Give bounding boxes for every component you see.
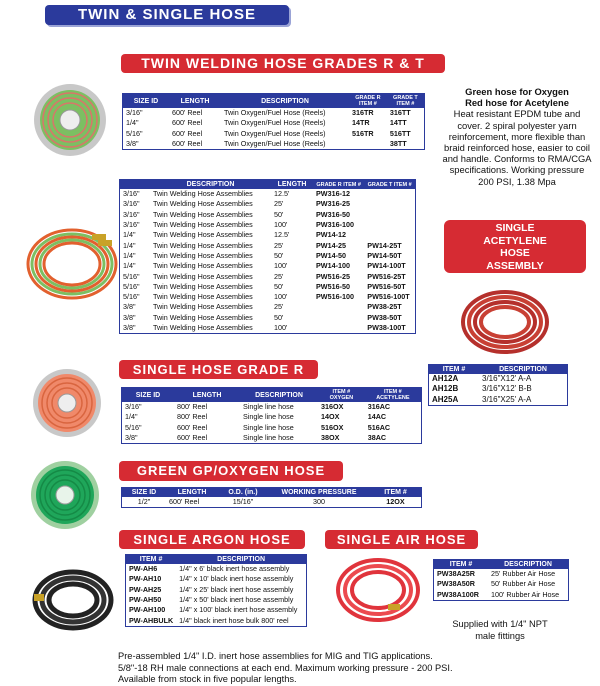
cell-grade-r [313, 313, 364, 323]
argon-hose-note-line: 5/8"-18 RH male connections at each end. Maximum working pressure - 200 PSI. [118, 662, 453, 673]
table-row [123, 118, 424, 128]
argon-hose-note-line: Available from stock in five popular lengths. [118, 674, 297, 684]
cell-acetylene-item: 316AC [367, 402, 391, 412]
cell-description: Twin Welding Hose Assemblies [153, 271, 253, 281]
cell-size: 1/2" [137, 497, 151, 507]
cell-length: 600' Reel [169, 497, 200, 507]
acetylene-banner-line: SINGLE [495, 222, 535, 234]
column-header: DESCRIPTION [150, 180, 271, 189]
cell-item: AH12A [432, 374, 459, 384]
cell-size: 3/16" [125, 402, 142, 412]
twin-hose-spool-icon [30, 80, 110, 160]
cell-size: 1/4" [126, 118, 139, 128]
table-row [120, 220, 415, 230]
table-row [120, 302, 415, 312]
cell-length: 800' Reel [177, 402, 208, 412]
column-header [120, 180, 150, 189]
cell-description: Twin Welding Hose Assemblies [153, 240, 253, 250]
column-header: GRADE R ITEM # [313, 180, 364, 189]
column-header: DESCRIPTION [479, 365, 567, 374]
column-header: GRADE R ITEM # [349, 94, 387, 108]
cell-description: Twin Welding Hose Assemblies [153, 250, 253, 260]
cell-grade-t [364, 199, 415, 209]
cell-length: 800' Reel [177, 412, 208, 422]
cell-grade-t [364, 220, 415, 230]
cell-length: 12.5' [274, 189, 290, 199]
cell-size: 3/8" [123, 323, 136, 332]
twin-hose-coil-icon [22, 220, 122, 305]
cell-item: PW-AH50 [129, 595, 162, 605]
cell-grade-r: PW14-50 [316, 250, 346, 260]
cell-length: 600' Reel [172, 118, 203, 128]
table-header-row [429, 365, 567, 374]
cell-length: 12.5' [274, 230, 290, 240]
single-hose-grade-r-table [121, 387, 422, 444]
column-header: LENGTH [166, 488, 218, 497]
table-header-row [122, 488, 421, 497]
cell-length: 600' Reel [177, 433, 208, 443]
cell-size: 3/16" [126, 108, 143, 118]
cell-description: Twin Oxygen/Fuel Hose (Reels) [224, 108, 326, 118]
acetylene-banner-line: ACETYLENE [483, 234, 547, 247]
cell-grade-r [313, 302, 364, 312]
cell-length: 100' [274, 323, 288, 332]
twin-reel-table [122, 93, 425, 150]
cell-description: Single line hose [243, 412, 294, 422]
cell-size: 3/8" [123, 302, 136, 312]
cell-grade-t [364, 210, 415, 220]
column-header: GRADE T ITEM # [364, 180, 415, 189]
hose-description-block [442, 86, 592, 187]
cell-length: 600' Reel [172, 128, 203, 138]
table-row [126, 595, 306, 605]
twin-grades-banner: TWIN WELDING HOSE GRADES R & T [121, 54, 445, 73]
cell-description: Twin Welding Hose Assemblies [153, 230, 253, 240]
cell-grade-r: PW14-25 [316, 240, 346, 250]
table-row [122, 412, 421, 422]
red-hose-spool-icon [30, 365, 105, 440]
cell-length: 600' Reel [172, 139, 203, 149]
cell-acetylene-item: 38AC [367, 433, 387, 443]
cell-oxygen-item: 316OX [321, 402, 344, 412]
cell-description: 3/16"X25' A-A [482, 394, 532, 404]
cell-size: 1/4" [123, 261, 136, 271]
cell-grade-t: 516TT [389, 128, 411, 138]
column-header: GRADE T ITEM # [387, 94, 424, 108]
cell-size: 3/16" [123, 220, 140, 230]
table-row [120, 323, 415, 333]
column-header: DESCRIPTION [488, 560, 568, 569]
single-air-hose-banner: SINGLE AIR HOSE [325, 530, 478, 549]
cell-grade-t: PW38-50T [367, 312, 402, 322]
air-hose-note [433, 619, 567, 642]
green-hose-spool-icon [28, 457, 103, 532]
column-header: DESCRIPTION [176, 555, 306, 564]
table-row [120, 199, 415, 209]
column-header: ITEM # ACETYLENE [365, 388, 421, 402]
table-row [126, 585, 306, 595]
cell-size: 1/4" [125, 412, 138, 422]
table-row [120, 240, 415, 250]
cell-grade-r: PW14-12 [316, 230, 346, 240]
red-air-hose-coil-icon [330, 552, 425, 627]
cell-description: Twin Welding Hose Assemblies [153, 261, 253, 271]
table-header-row [123, 94, 424, 108]
cell-grade-t: 14TT [389, 118, 407, 128]
cell-grade-t: PW38-100T [367, 323, 406, 332]
table-row [122, 497, 421, 507]
cell-grade-r: PW316-50 [316, 209, 350, 219]
cell-grade-r: PW516-50 [316, 281, 350, 291]
cell-size: 5/16" [125, 422, 142, 432]
table-row [122, 423, 421, 433]
cell-item: PW38A50R [437, 579, 475, 589]
cell-length: 50' [274, 312, 284, 322]
cell-description: Single line hose [243, 402, 294, 412]
cell-grade-t: PW516-100T [367, 292, 410, 302]
cell-description: Single line hose [243, 422, 294, 432]
cell-description: Twin Welding Hose Assemblies [153, 220, 253, 230]
single-argon-hose-banner: SINGLE ARGON HOSE [119, 530, 305, 549]
cell-description: Twin Welding Hose Assemblies [153, 302, 253, 312]
cell-grade-t [364, 189, 415, 199]
cell-grade-r: PW316-100 [316, 220, 354, 230]
cell-size: 3/8" [123, 312, 136, 322]
cell-size: 3/16" [123, 209, 140, 219]
acetylene-table [428, 364, 568, 406]
air-hose-note-line: Supplied with 1/4" NPT [452, 619, 548, 629]
cell-description: 3/16"X12' B-B [482, 384, 532, 394]
cell-size: 1/4" [123, 230, 136, 240]
cell-acetylene-item: 516AC [367, 422, 391, 432]
cell-description: Twin Oxygen/Fuel Hose (Reels) [224, 118, 326, 128]
oxygen-hose-note: Green hose for Oxygen [465, 86, 569, 97]
cell-length: 25' [274, 199, 284, 209]
cell-length: 50' [274, 250, 284, 260]
table-row [120, 230, 415, 240]
column-header: LENGTH [271, 180, 313, 189]
cell-description: 1/4" x 25' black inert hose assembly [179, 584, 294, 594]
cell-length: 50' [274, 281, 284, 291]
cell-description: Twin Welding Hose Assemblies [153, 281, 253, 291]
cell-item: PW-AH10 [129, 574, 162, 584]
cell-item: PW38A100R [437, 589, 479, 599]
cell-length: 25' [274, 302, 284, 312]
argon-hose-note-line: Pre-assembled 1/4" I.D. inert hose assemblies for MIG and TIG applications. [118, 651, 433, 661]
green-oxygen-hose-table [121, 487, 422, 508]
cell-length: 25' [274, 271, 284, 281]
cell-grade-t: 38TT [389, 139, 407, 149]
cell-grade-r [313, 323, 364, 333]
cell-grade-r: 14TR [352, 118, 370, 128]
cell-grade-t: PW14-50T [367, 250, 402, 260]
table-row [126, 615, 306, 625]
table-row [429, 384, 567, 394]
argon-hose-note [118, 651, 498, 686]
table-header-row [120, 180, 415, 189]
black-hose-coil-icon [28, 560, 118, 635]
table-row [126, 564, 306, 574]
green-oxygen-hose-banner: GREEN GP/OXYGEN HOSE [119, 461, 343, 481]
cell-description: Twin Welding Hose Assemblies [153, 323, 253, 332]
column-header: WORKING PRESSURE [268, 488, 370, 497]
page-title: TWIN & SINGLE HOSE [45, 5, 289, 25]
cell-length: 100' [274, 220, 288, 230]
table-row [434, 590, 568, 600]
cell-grade-r [349, 139, 387, 149]
table-row [120, 261, 415, 271]
cell-description: Twin Welding Hose Assemblies [153, 312, 253, 322]
cell-description: 1/4" black inert hose bulk 800' reel [179, 615, 289, 625]
column-header: ITEM # [370, 488, 421, 497]
cell-size: 5/16" [123, 271, 140, 281]
cell-grade-r: PW14-100 [316, 261, 350, 271]
twin-assembly-table [119, 179, 416, 334]
column-header: ITEM # OXYGEN [318, 388, 365, 402]
table-header-row [434, 560, 568, 569]
cell-grade-t [364, 230, 415, 240]
cell-length: 50' [274, 209, 284, 219]
column-header: O.D. (in.) [218, 488, 268, 497]
cell-oxygen-item: 14OX [321, 412, 340, 422]
cell-grade-t: PW14-100T [367, 261, 406, 271]
cell-size: 5/16" [126, 128, 143, 138]
cell-acetylene-item: 14AC [367, 412, 387, 422]
cell-grade-t: 316TT [389, 108, 411, 118]
single-argon-hose-table [125, 554, 307, 627]
table-row [123, 108, 424, 118]
table-row [123, 129, 424, 139]
cell-description: 100' Rubber Air Hose [491, 589, 560, 599]
acetylene-banner-line: ASSEMBLY [486, 259, 544, 272]
cell-description: 25' Rubber Air Hose [491, 569, 556, 579]
cell-grade-r: 516TR [352, 128, 374, 138]
table-row [120, 189, 415, 199]
air-hose-note-line: male fittings [475, 630, 525, 641]
cell-length: 600' Reel [177, 422, 208, 432]
column-header: ITEM # [429, 365, 479, 374]
cell-item: 12OX [386, 497, 405, 507]
table-row [434, 579, 568, 589]
cell-description: 1/4" x 10' black inert hose assembly [179, 574, 294, 584]
cell-size: 1/4" [123, 240, 136, 250]
cell-item: PW-AH6 [129, 564, 158, 574]
cell-length: 600' Reel [172, 108, 203, 118]
column-header: LENGTH [169, 94, 221, 108]
cell-size: 5/16" [123, 292, 140, 302]
cell-grade-t: PW38-25T [367, 302, 402, 312]
cell-grade-r: PW316-12 [316, 189, 350, 199]
hose-specification-text: Heat resistant EPDM tube and cover. 2 spiral polyester yarn reinforcement, more flexible than braid reinforced hose, easier to coil and handle. Conforms to RMA/CGA specifications. Working pressure 200 PSI, 1.38 Mpa [442, 108, 592, 187]
column-header: LENGTH [174, 388, 240, 402]
cell-grade-t: PW516-25T [367, 271, 406, 281]
cell-item: PW-AHBULK [129, 615, 174, 625]
cell-working-pressure: 300 [313, 497, 325, 507]
table-row [123, 139, 424, 149]
cell-description: Twin Welding Hose Assemblies [153, 209, 253, 219]
table-row [429, 374, 567, 384]
column-header: SIZE ID [122, 388, 174, 402]
table-row [120, 210, 415, 220]
table-row [120, 282, 415, 292]
column-header: ITEM # [126, 555, 176, 564]
cell-size: 1/4" [123, 250, 136, 260]
cell-description: Twin Welding Hose Assemblies [153, 189, 253, 199]
cell-size: 3/8" [125, 433, 138, 443]
cell-length: 100' [274, 261, 288, 271]
column-header: ITEM # [434, 560, 488, 569]
single-hose-grade-r-banner: SINGLE HOSE GRADE R [119, 360, 318, 379]
table-header-row [126, 555, 306, 564]
cell-description: 3/16"X12' A-A [482, 374, 532, 384]
column-header: DESCRIPTION [221, 94, 349, 108]
cell-grade-t: PW516-50T [367, 281, 406, 291]
column-header: SIZE ID [123, 94, 169, 108]
single-air-hose-table [433, 559, 569, 601]
table-row [120, 271, 415, 281]
cell-item: AH25A [432, 394, 459, 404]
acetylene-banner [444, 220, 586, 273]
column-header: DESCRIPTION [240, 388, 318, 402]
acetylene-hose-note: Red hose for Acetylene [465, 97, 569, 109]
cell-item: PW-AH25 [129, 584, 162, 594]
cell-description: Single line hose [243, 433, 294, 443]
cell-description: Twin Oxygen/Fuel Hose (Reels) [224, 139, 326, 149]
cell-description: 1/4" x 50' black inert hose assembly [179, 595, 294, 605]
cell-description: Twin Oxygen/Fuel Hose (Reels) [224, 128, 326, 138]
table-row [120, 313, 415, 323]
cell-description: 1/4" x 6' black inert hose assembly [179, 564, 290, 574]
table-row [120, 292, 415, 302]
cell-grade-t: PW14-25T [367, 240, 402, 250]
cell-item: PW38A25R [437, 569, 475, 579]
table-row [126, 605, 306, 615]
table-row [429, 395, 567, 405]
acetylene-banner-line: HOSE [500, 247, 530, 259]
cell-grade-r: 316TR [352, 108, 374, 118]
cell-item: PW-AH100 [129, 605, 166, 615]
cell-length: 100' [274, 292, 288, 302]
cell-description: Twin Welding Hose Assemblies [153, 199, 253, 209]
table-row [122, 433, 421, 443]
table-row [122, 402, 421, 412]
column-header: SIZE ID [122, 488, 166, 497]
table-header-row [122, 388, 421, 402]
table-row [434, 569, 568, 579]
cell-size: 5/16" [123, 281, 140, 291]
cell-grade-r: PW516-100 [316, 292, 354, 302]
cell-description: 50' Rubber Air Hose [491, 579, 556, 589]
cell-od: 15/16" [232, 497, 254, 507]
cell-size: 3/16" [123, 199, 140, 209]
cell-oxygen-item: 38OX [321, 433, 340, 443]
cell-length: 25' [274, 240, 284, 250]
cell-size: 3/8" [126, 139, 139, 149]
table-row [126, 574, 306, 584]
cell-oxygen-item: 516OX [321, 422, 344, 432]
acetylene-hose-coil-icon [455, 280, 555, 360]
table-row [120, 251, 415, 261]
cell-size: 3/16" [123, 189, 140, 199]
cell-grade-r: PW316-25 [316, 199, 350, 209]
cell-grade-r: PW516-25 [316, 271, 350, 281]
cell-description: 1/4" x 100' black inert hose assembly [179, 605, 298, 615]
cell-description: Twin Welding Hose Assemblies [153, 292, 253, 302]
cell-item: AH12B [432, 384, 459, 394]
